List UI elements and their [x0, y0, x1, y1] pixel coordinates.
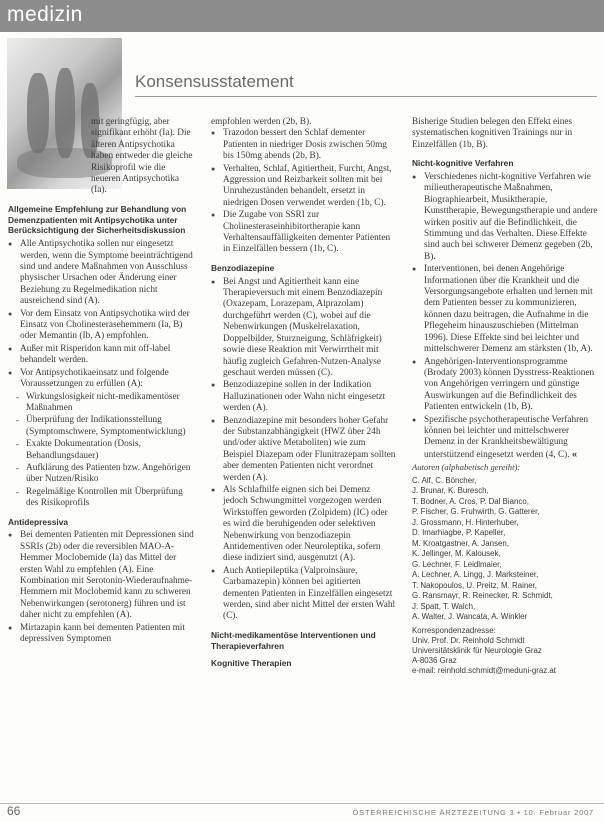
bullet-item: ● Als Schlafhilfe eignen sich bei Demenz jedoch Schwungmittel vorgezogen werden Wirkstoffen geworden (Zolpidem) (IC) oder es wird die beruhigenden oder selektiven Nebenwirkung von benzodiazepin Antidementiven oder Neuroleptika, sofern diese indiziert sind, ausgenutzt (A).	[211, 485, 397, 565]
author-line: G. Lechner, F. Leidlmaier,	[412, 559, 502, 569]
bullet-item: ● Mirtazapin kann bei dementen Patienten mit depressiven Symptomen	[8, 623, 196, 646]
author-line: A. Walter, J. Wancata, A. Winkler	[412, 612, 528, 622]
bullet-text: Spezifische psychotherapeutische Verfahren können bei leichter und mittelschwerer Demenz in der Krankheitsbewältigung unterstützend eingesetzt werden (4, C).	[424, 414, 589, 460]
author-line: J. Brunar, K. Buresch,	[412, 486, 489, 496]
bullet-item: ● Verschiedenes nicht-kognitive Verfahren wie milieutherapeutische Maßnahmen, Biographiearbeit, Musiktherapie, Kunsttherapie, Bewegungstherapie und andere wirken positiv auf die Befindlichkeit, die Stimmung und das Verhalten. Diese Effekte sind auch bei schwerer Demenz gegeben (2b, B).	[412, 172, 599, 263]
bullet-item: ● Verhalten, Schlaf, Agitiertheit, Furcht, Angst, Aggression und Reizbarkeit sollten mit bei Unruhezuständen behandelt, ersetzt in niedrigen Dosen verwendet werden (1b, C).	[211, 164, 397, 210]
bullet-list	[8, 239, 196, 509]
bullet-item: ● Vor dem Einsatz von Antipsychotika wird der Einsatz von Cholinesterasehemmern (Ia, B) oder Memantin (Ib, A) empfohlen.	[8, 309, 196, 343]
dash-item: - Überprüfung der Indikationsstellung (Symptomschwere, Symptomentwicklung)	[8, 415, 196, 438]
subheading: Benzodiazepine	[211, 262, 275, 273]
contact-name: Univ. Prof. Dr. Reinhold Schmidt	[412, 635, 525, 645]
end-mark: «	[571, 448, 578, 459]
author-line: P. Fischer, G. Fruhwirth, G. Gatterer,	[412, 507, 540, 517]
subheading: Allgemeine Empfehlung zur Behandlung von Demenzpatienten mit Antipsychotika unter Berücksichtigung der Sicherheitsdiskussion	[8, 203, 187, 236]
footer-rule	[0, 803, 604, 804]
bullet-item: ● Trazodon bessert den Schlaf dementer Patienten in niedriger Dosis zwischen 50mg bis 150mg abends (2b, B).	[211, 128, 397, 162]
author-line: J. Grossmann, H. Hinterhuber,	[412, 517, 519, 527]
bullet-list	[211, 277, 397, 623]
subheading: Nicht-medikamentöse Interventionen und Therapieverfahren	[211, 629, 376, 651]
footer-source: ÖSTERREICHISCHE ÄRZTEZEITUNG 3 • 10. Februar 2007	[352, 808, 594, 817]
bullet-list	[211, 128, 397, 255]
bullet-item: ● Interventionen, bei denen Angehörige Informationen über die Krankheit und die Versorgungsangebote erhalten und lernen mit dem Patienten besser zu kommunizieren, können dazu beitragen, die Aufnahme in die Pflegeheim hinauszuschieben (Mittelman 1996). Diese Effekte sind bei leichter und mittelschwerer Demenz am stärksten (1b, A).	[412, 264, 599, 355]
contact-email: e-mail: reinhold.schmidt@meduni-graz.at	[412, 665, 556, 675]
subheading: Antidepressiva	[8, 516, 69, 527]
dash-item: - Wirkungslosigkeit nicht-medikamentöser Maßnahmen	[8, 392, 196, 415]
text-column-2	[211, 117, 397, 672]
author-line: C. Alf, C. Böncher,	[412, 475, 477, 485]
contact-label: Korrespondenzadresse:	[412, 625, 496, 635]
author-line: J. Spatt, T. Walch,	[412, 601, 476, 611]
author-line: A. Lechner, A. Lingg, J. Marksteiner,	[412, 570, 539, 580]
bullet-item: ● Bei dementen Patienten mit Depressionen sind SSRIs (2b) oder die reversiblen MAO-A-Hemmer Moclobemide (Ia) das Mittel der ersten Wahl zu empfehlen (A). Eine Kombination mit Serotonin-Wiederaufnahme-Hemmern mit Moclobemid kann zu schweren Nebenwirkungen (serotonerg) führen und ist daher nicht zu empfehlen (A).	[8, 530, 196, 621]
bullet-item: ● Benzodiazepine sollen in der Indikation Halluzinationen oder Wahn nicht eingesetzt werden (A).	[211, 380, 397, 414]
bullet-item: ● Auch Antiepileptika (Valproinsäure, Carbamazepin) können bei agitierten dementen Patienten in Einzelfällen eingesetzt werden, sind aber nicht Mittel der ersten Wahl (C).	[211, 566, 397, 623]
title-rule	[135, 96, 597, 97]
bullet-item	[412, 415, 599, 462]
subheading: Kognitive Therapien	[211, 658, 292, 669]
dash-item: - Aufklärung des Patienten bzw. Angehörigen über Nutzen/Risiko	[8, 463, 196, 486]
article-title: Konsensusstatement	[135, 72, 294, 91]
section-label: medizin	[7, 3, 83, 26]
page-number: 66	[7, 804, 21, 818]
dash-item: - Exakte Dokumentation (Dosis, Behandlungsdauer)	[8, 439, 196, 462]
contact-block	[412, 626, 599, 676]
author-line: T. Nakopoulos, U. Preitz, M. Rainer,	[412, 580, 537, 590]
text-column-3	[412, 117, 599, 676]
bullet-item: ● Bei Angst und Agitiertheit kann eine Therapieversuch mit einem Benzodiazepin (Oxazepam, Lorazepam, Alprazolam) durchgeführt werden (C), wobei auf die Nebenwirkungen (Muskelrelaxation, Doppelbilder, Sturzneigung, Schläfrigkeit) sowie diese Reaktion mit Verwirrtheit mit häufig zugleich Gefahren-Nutzen-Analyse geschaut werden müssen (C).	[211, 277, 397, 380]
author-line: G. Ransmayr, R. Reinecker, R. Schmidt,	[412, 591, 553, 601]
bullet-list	[8, 530, 196, 645]
author-line: M. Kroatgastner, A. Jansen,	[412, 538, 509, 548]
bullet-item: ● Alle Antipsychotika sollen nur eingesetzt werden, wenn die Symptome beeinträchtigend sind und andere Maßnahmen von Ausschluss physischer Ursachen oder Änderung einer Beziehung zu Regelmedikation nicht ausreichend sind (A).	[8, 239, 196, 307]
subheading: Nicht-kognitive Verfahren	[412, 158, 514, 169]
author-line: K. Jellinger, M. Kalousek,	[412, 549, 501, 559]
authors-label: Autoren (alphabetisch gereiht):	[412, 462, 521, 473]
bullet-item: ● Außer mit Risperidon kann mit off-label behandelt werden.	[8, 344, 196, 367]
author-line: D. Imarhiagbe, P. Kapeller,	[412, 528, 506, 538]
section-header-bar	[0, 0, 604, 32]
author-line: T. Bodner, A. Cros, P. Dal Bianco,	[412, 496, 529, 506]
paragraph: empfohlen werden (2b, B).	[211, 117, 312, 127]
bullet-item: ● Angehörigen-Interventionsprogramme (Brodaty 2003) können Dysstress-Reaktionen von Angehörigen verringern und günstige Auswirkungen auf die Befindlichkeit des Patienten entwickeln (1b, B).	[412, 357, 599, 414]
contact-city: A-8036 Graz	[412, 655, 457, 665]
bullet-item: ● Die Zugabe von SSRI zur Cholinesteraseinhibitortherapie kann Verhaltensauffälligkeiten dementer Patienten in Einzelfällen bessern (1b, C).	[211, 210, 397, 256]
paragraph: Bisherige Studien belegen den Effekt eines systematischen kognitiven Trainings nur in Einzelfällen (1b, B).	[412, 117, 573, 150]
dash-item: - Regelmäßige Kontrollen mit Überprüfung des Risikoprofils	[8, 487, 196, 510]
contact-address: Universitätsklinik für Neurologie Graz	[412, 645, 542, 655]
bullet-item: ● Benzodiazepine mit besonders hoher Gefahr der Substanzabhängigkeit (HWZ über 24h und/oder aktive Metaboliten) wie zum Beispiel Diazepam oder Flunitrazepam sollten aber dementen Patienten nicht verordnet werden (A).	[211, 416, 397, 484]
bullet-item: ● Vor Antipsychotikaeinsatz und folgende Voraussetzungen zu erfüllen (A):	[8, 368, 196, 391]
text-column-1	[8, 117, 196, 646]
bullet-list	[412, 172, 599, 461]
lead-paragraph: mit geringfügig, aber signifikant erhöht (Ia). Die älteren Antipsychotika haben entweder die gleiche Risikoprofil wie die neueren Antipsychotika (Ia).	[91, 117, 193, 196]
authors-list	[412, 476, 599, 623]
